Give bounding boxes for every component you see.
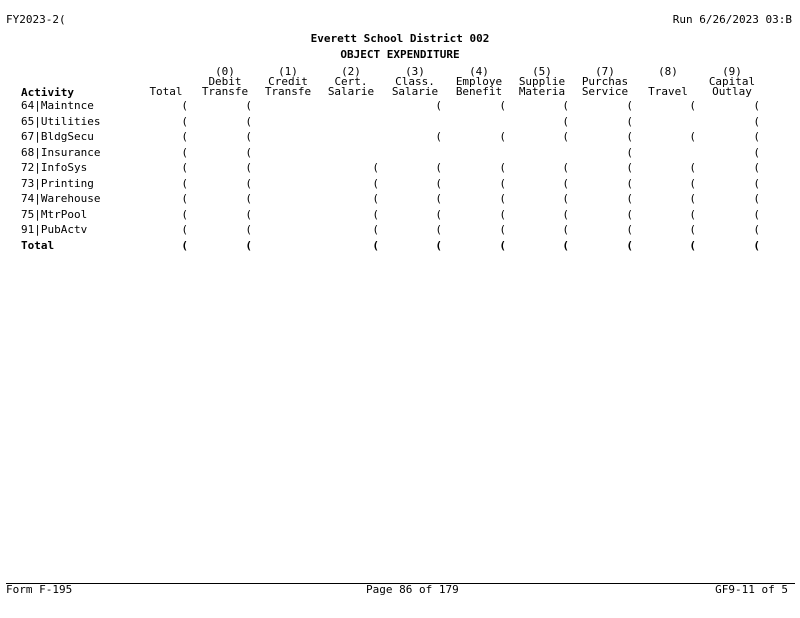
- footer-page: Page 86 of 179: [366, 583, 459, 596]
- column-header: [573, 67, 637, 97]
- table-cell: (: [435, 130, 442, 143]
- table-cell: (: [753, 208, 760, 221]
- activity-label: 74|Warehouse: [21, 192, 101, 205]
- table-cell: (: [626, 223, 633, 236]
- table-cell: (: [245, 130, 252, 143]
- column-header: [510, 67, 574, 97]
- table-cell: (: [181, 239, 188, 252]
- column-header: [319, 67, 383, 97]
- table-cell: (: [562, 161, 569, 174]
- table-cell: (: [181, 177, 188, 190]
- table-cell: (: [181, 130, 188, 143]
- table-cell: (: [626, 192, 633, 205]
- table-cell: (: [626, 208, 633, 221]
- table-cell: (: [372, 192, 379, 205]
- table-cell: (: [689, 223, 696, 236]
- table-cell: (: [499, 223, 506, 236]
- table-cell: (: [245, 208, 252, 221]
- table-cell: (: [753, 99, 760, 112]
- column-header-line1: Class.: [395, 75, 435, 88]
- table-cell: (: [245, 192, 252, 205]
- column-header: [447, 67, 511, 97]
- table-cell: (: [181, 99, 188, 112]
- table-cell: (: [626, 161, 633, 174]
- table-cell: (: [245, 146, 252, 159]
- table-cell: (: [372, 239, 379, 252]
- column-header-num: (1): [278, 65, 298, 78]
- table-cell: (: [562, 177, 569, 190]
- column-header-num: (8): [658, 65, 678, 78]
- column-header-line2: Service: [581, 85, 629, 98]
- activity-label: 75|MtrPool: [21, 208, 88, 221]
- table-cell: (: [245, 239, 252, 252]
- column-header-line2: Transfe: [201, 85, 249, 98]
- table-cell: (: [499, 99, 506, 112]
- table-cell: (: [689, 161, 696, 174]
- table-cell: (: [245, 99, 252, 112]
- column-header-line2: Outlay: [712, 85, 752, 98]
- column-header-line1: Capital: [708, 75, 756, 88]
- table-cell: (: [372, 177, 379, 190]
- table-cell: (: [626, 99, 633, 112]
- table-cell: (: [181, 192, 188, 205]
- activity-label: 73|Printing: [21, 177, 94, 190]
- activity-label: Total: [21, 239, 55, 252]
- column-header: [700, 67, 764, 97]
- table-cell: (: [689, 177, 696, 190]
- table-cell: (: [245, 115, 252, 128]
- table-cell: (: [499, 161, 506, 174]
- table-cell: (: [753, 223, 760, 236]
- table-cell: (: [181, 223, 188, 236]
- column-header-num: (7): [595, 65, 615, 78]
- column-header-line1: Cert.: [334, 75, 368, 88]
- table-cell: (: [689, 208, 696, 221]
- column-header: [134, 67, 198, 97]
- table-cell: (: [435, 208, 442, 221]
- table-cell: (: [435, 239, 442, 252]
- column-header-num: [134, 67, 198, 77]
- activity-label: 65|Utilities: [21, 115, 101, 128]
- table-cell: (: [181, 146, 188, 159]
- column-header-line2: Benefit: [455, 85, 503, 98]
- table-cell: (: [435, 223, 442, 236]
- column-header-line2: Travel: [648, 85, 688, 98]
- table-cell: (: [689, 130, 696, 143]
- table-cell: (: [689, 239, 696, 252]
- report-title: OBJECT EXPENDITURE: [340, 48, 460, 61]
- table-cell: (: [626, 177, 633, 190]
- column-header-line1: Debit: [208, 75, 242, 88]
- table-cell: (: [499, 239, 506, 252]
- activity-label: 68|Insurance: [21, 146, 101, 159]
- table-row: [0, 224, 800, 239]
- activity-label: 67|BldgSecu: [21, 130, 94, 143]
- district-title: Everett School District 002: [310, 32, 490, 45]
- column-header-line2: Salarie: [327, 85, 375, 98]
- table-row: [0, 116, 800, 131]
- column-header-num: (2): [341, 65, 361, 78]
- run-info: Run 6/26/2023 03:B: [672, 13, 792, 26]
- table-cell: (: [435, 99, 442, 112]
- table-cell: (: [753, 192, 760, 205]
- table-cell: (: [753, 239, 760, 252]
- column-header: [193, 67, 257, 97]
- column-header-line2: Transfe: [264, 85, 312, 98]
- table-cell: (: [435, 192, 442, 205]
- column-header-line1: Employe: [455, 75, 503, 88]
- table-cell: (: [562, 208, 569, 221]
- column-header-num: (0): [215, 65, 235, 78]
- column-header-line1: Credit: [268, 75, 308, 88]
- column-header-line1: Purchas: [581, 75, 629, 88]
- table-cell: (: [372, 208, 379, 221]
- table-cell: (: [562, 130, 569, 143]
- column-header: [383, 67, 447, 97]
- table-cell: (: [562, 192, 569, 205]
- column-header-num: (5): [532, 65, 552, 78]
- column-header: [636, 67, 700, 97]
- table-cell: (: [689, 99, 696, 112]
- table-cell: (: [562, 239, 569, 252]
- table-cell: (: [245, 161, 252, 174]
- table-row: [0, 131, 800, 146]
- table-row: [0, 162, 800, 177]
- table-cell: (: [181, 115, 188, 128]
- table-row: [0, 193, 800, 208]
- footer-code: GF9-11 of 5: [715, 583, 788, 596]
- total-row: [0, 240, 800, 255]
- table-cell: (: [626, 130, 633, 143]
- table-cell: (: [562, 223, 569, 236]
- column-header-activity: Activity: [21, 86, 74, 99]
- column-header-num: (4): [469, 65, 489, 78]
- table-cell: (: [245, 177, 252, 190]
- table-cell: (: [372, 223, 379, 236]
- table-row: [0, 100, 800, 115]
- column-header-line2: Salarie: [391, 85, 439, 98]
- table-cell: (: [245, 223, 252, 236]
- table-cell: (: [753, 146, 760, 159]
- table-cell: (: [626, 239, 633, 252]
- table-cell: (: [753, 115, 760, 128]
- table-cell: (: [499, 192, 506, 205]
- column-header-num: (3): [405, 65, 425, 78]
- table-cell: (: [753, 161, 760, 174]
- footer-form: Form F-195: [6, 583, 73, 596]
- table-cell: (: [499, 208, 506, 221]
- table-cell: (: [626, 146, 633, 159]
- table-cell: (: [562, 115, 569, 128]
- column-header-line2: Total: [149, 85, 183, 98]
- table-cell: (: [753, 130, 760, 143]
- table-row: [0, 147, 800, 162]
- table-cell: (: [435, 177, 442, 190]
- table-cell: (: [626, 115, 633, 128]
- table-cell: (: [689, 192, 696, 205]
- table-row: [0, 209, 800, 224]
- column-header-num: (9): [722, 65, 742, 78]
- table-cell: (: [435, 161, 442, 174]
- activity-label: 64|Maintnce: [21, 99, 94, 112]
- fiscal-year: FY2023-2(: [6, 13, 66, 26]
- column-header: [256, 67, 320, 97]
- table-cell: (: [181, 161, 188, 174]
- table-cell: (: [499, 177, 506, 190]
- table-cell: (: [753, 177, 760, 190]
- column-header-line1: Supplie: [518, 75, 566, 88]
- activity-label: 72|InfoSys: [21, 161, 88, 174]
- table-cell: (: [181, 208, 188, 221]
- column-header-line2: Materia: [518, 85, 566, 98]
- table-cell: (: [562, 99, 569, 112]
- table-cell: (: [499, 130, 506, 143]
- activity-label: 91|PubActv: [21, 223, 88, 236]
- table-cell: (: [372, 161, 379, 174]
- table-row: [0, 178, 800, 193]
